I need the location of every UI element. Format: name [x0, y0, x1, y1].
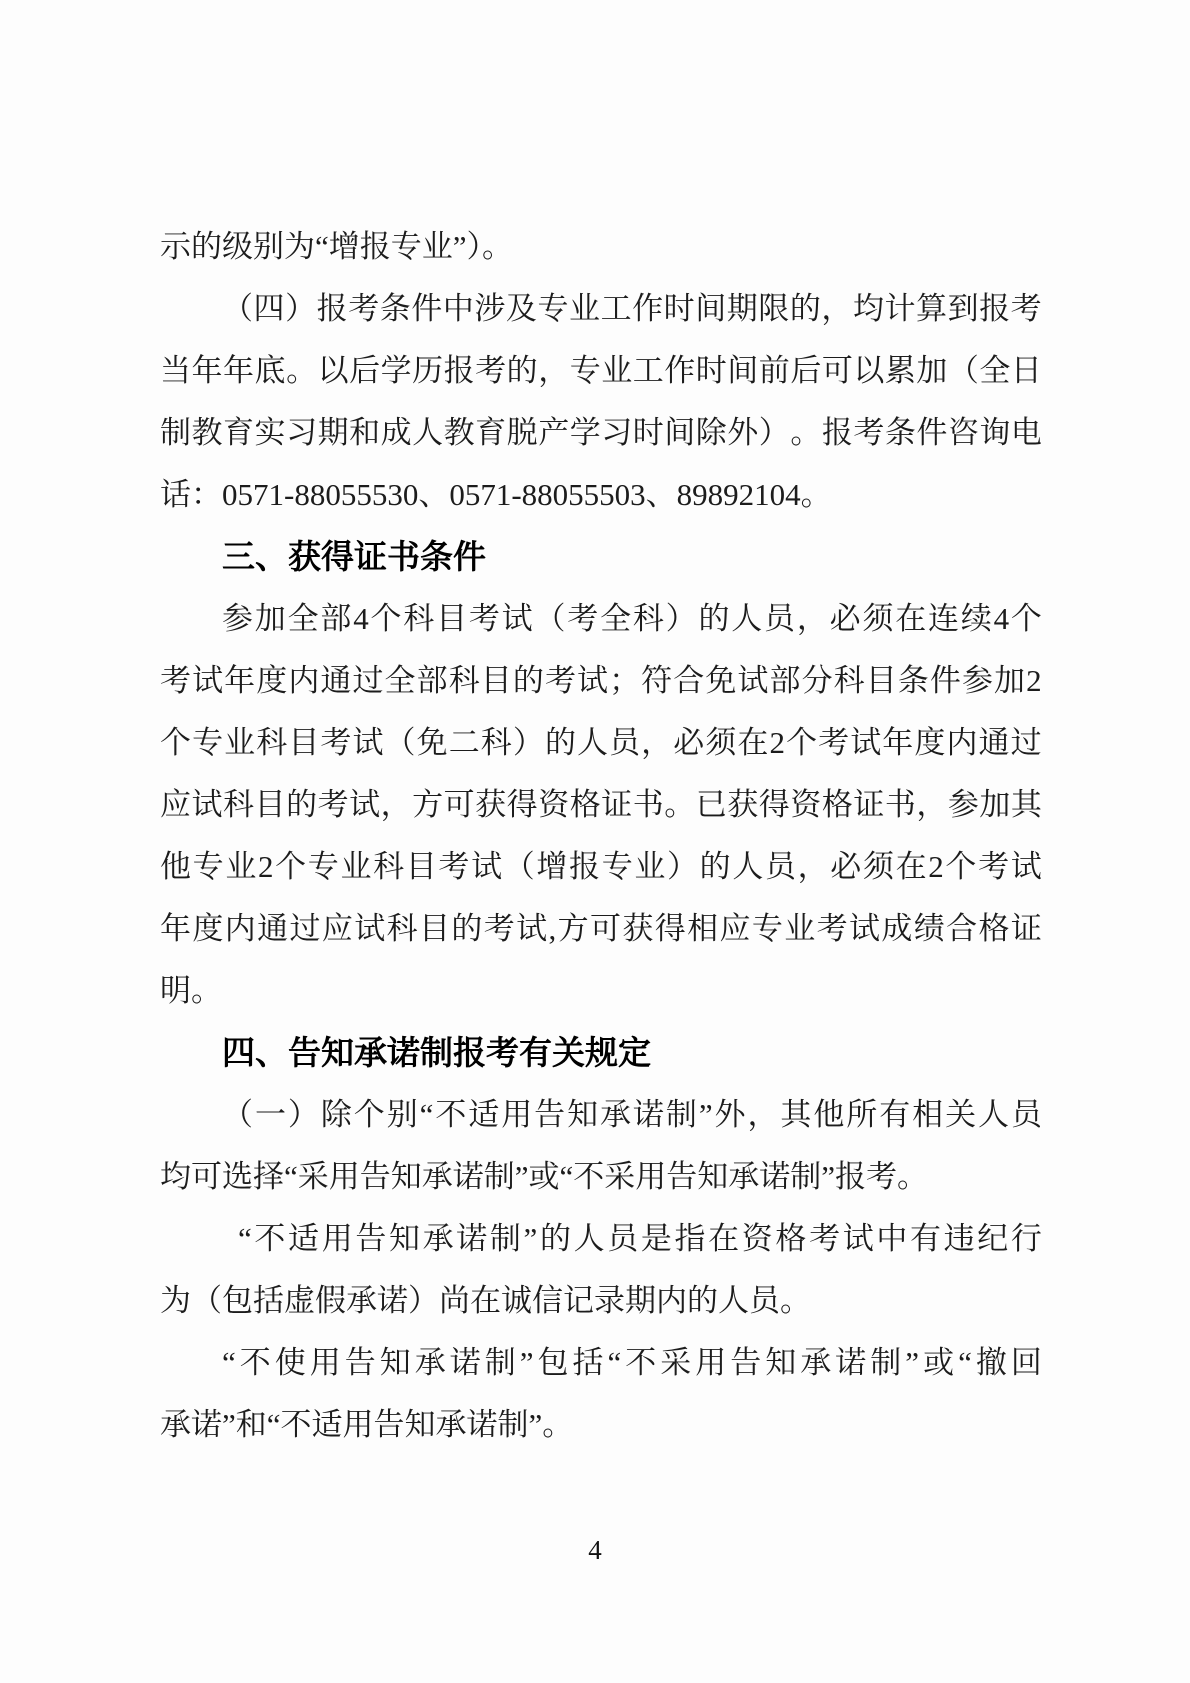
section-heading-notification-commitment: 四、告知承诺制报考有关规定 — [222, 1034, 651, 1071]
text-line: 应 试 科 目 的 考 试 ， 方 可 获 得 资 格 证 书 。 已 获 得 资 格 证 书 ， 参 加 其 — [160, 787, 1042, 822]
text-line: （ 一 ） 除 个 别 “ 不 适 用 告 知 承 诺 制 ” 外 ， 其 他 所 有 相 关 人 员 — [222, 1097, 1042, 1132]
phone-numbers-line: 话：0571-88055530、0571-88055503、89892104。 — [160, 477, 832, 512]
text-line: 制 教 育 实 习 期 和 成 人 教 育 脱 产 学 习 时 间 除 外 ） 。 报 考 条 件 咨 询 电 — [160, 415, 1042, 450]
text-line: 参 加 全 部 4 个 科 目 考 试 （ 考 全 科 ） 的 人 员 ， 必 须 在 连 续 4 个 — [222, 601, 1042, 636]
text-line: 明。 — [160, 973, 222, 1008]
text-line: 年 度 内 通 过 应 试 科 目 的 考 试 , 方 可 获 得 相 应 专 业 考 试 成 绩 合 格 证 — [160, 911, 1042, 946]
text-line: 考 试 年 度 内 通 过 全 部 科 目 的 考 试 ； 符 合 免 试 部 分 科 目 条 件 参 加 2 — [160, 663, 1042, 698]
section-heading-certificate-conditions: 三、获得证书条件 — [222, 538, 486, 575]
text-line: “ 不 使 用 告 知 承 诺 制 ” 包 括 “ 不 采 用 告 知 承 诺 制 ” 或 “ 撤 回 — [222, 1345, 1042, 1380]
text-line: （ 四 ） 报 考 条 件 中 涉 及 专 业 工 作 时 间 期 限 的 ， 均 计 算 到 报 考 — [222, 291, 1042, 326]
document-body — [160, 216, 1042, 1456]
text-line: 承诺”和“不适用告知承诺制”。 — [160, 1407, 574, 1442]
text-line: 他 专 业 2 个 专 业 科 目 考 试 （ 增 报 专 业 ） 的 人 员 ， 必 须 在 2 个 考 试 — [160, 849, 1042, 884]
page-number: 4 — [588, 1535, 602, 1565]
text-line: 个 专 业 科 目 考 试 （ 免 二 科 ） 的 人 员 ， 必 须 在 2 个 考 试 年 度 内 通 过 — [160, 725, 1042, 760]
text-line: 均可选择“采用告知承诺制”或“不采用告知承诺制”报考。 — [160, 1159, 929, 1194]
text-line: 当 年 年 底 。 以 后 学 历 报 考 的 ， 专 业 工 作 时 间 前 后 可 以 累 加 （ 全 日 — [160, 353, 1042, 388]
text-line: “ 不 适 用 告 知 承 诺 制 ” 的 人 员 是 指 在 资 格 考 试 中 有 违 纪 行 — [238, 1221, 1042, 1256]
text-line: 示的级别为“增报专业”）。 — [160, 229, 514, 264]
text-line: 为（包括虚假承诺）尚在诚信记录期内的人员。 — [160, 1283, 811, 1318]
